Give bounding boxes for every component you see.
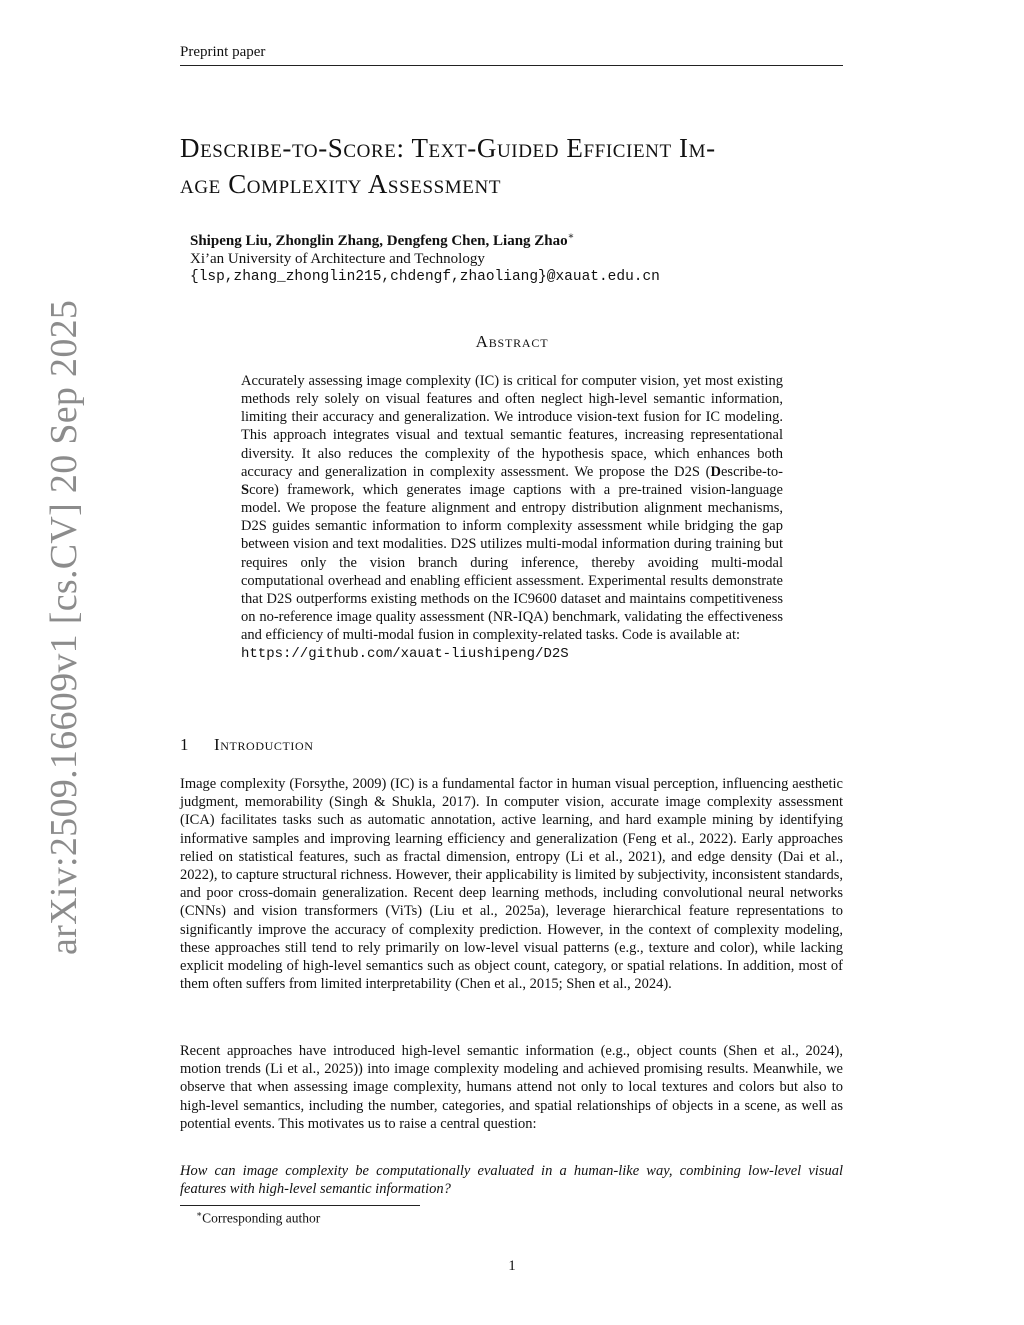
- footnote-mark: ∗: [196, 1209, 203, 1219]
- abstract-heading: Abstract: [475, 332, 549, 351]
- section-title: Introduction: [214, 735, 314, 754]
- title-line-1: Describe-to-Score: Text-Guided Efficient Im-: [180, 133, 716, 163]
- abstract-text-3: core) framework, which generates image captions with a pre-trained vision-language model. We propose the feature alignment and entropy distribution alignment mechanisms, D2S guides semantic information to inform complexity assessment while bridging the gap between vision and text modalities. D2S utilizes multi-modal information during training but requires only the vision branch during inference, thereby avoiding multi-modal computational overhead and enabling efficient assessment. Experimental results demonstrate that D2S outperforms existing methods on the IC9600 dataset and maintains competitiveness on no-reference image quality assessment (NR-IQA) benchmark, validating the effectiveness and efficiency of multi-modal fusion in complexity-related tasks. Code is available at:: [241, 481, 783, 644]
- intro-paragraph-2: Recent approaches have introduced high-level semantic information (e.g., object counts (Shen et al., 2024), motion trends (Li et al., 2025)) into image complexity modeling and achieved promising results. Meanwhile, we observe that when assessing image complexity, humans attend not only to local textures and colors but also to high-level semantics, including the number, categories, and spatial relationships of objects in a scene, as well as potential events. This motivates us to raise a central question:: [180, 1043, 843, 1132]
- abstract-text-2: escribe-to-: [721, 463, 783, 480]
- corresponding-mark: ∗: [567, 231, 575, 242]
- author-emails[interactable]: {lsp,zhang_zhonglin215,chdengf,zhaoliang}@xauat.edu.cn: [190, 269, 660, 285]
- intro-paragraph-1: Image complexity (Forsythe, 2009) (IC) is a fundamental factor in human visual perception, influencing aesthetic judgment, memorability (Singh & Shukla, 2017). In computer vision, accurate image complexity assessment (ICA) facilitates tasks such as automatic annotation, active learning, and hard example mining by identifying informative samples and improving learning efficiency and generalization (Feng et al., 2022). Early approaches relied on statistical features, such as fractal dimension, entropy (Li et al., 2021), and edge density (Dai et al., 2022), to capture structural richness. However, their applicability is limited by subjectivity, inconsistent standards, and poor cross-domain generalization. Recent deep learning methods, including convolutional neural networks (CNNs) and vision transformers (ViTs) (Liu et al., 2025a), leverage hierarchical feature representations to significantly improve the accuracy of complexity prediction. However, in the context of complexity modeling, these approaches still tend to rely primarily on low-level visual patterns (e.g., texture and color), while lacking explicit modeling of high-level semantics such as object count, category, or spatial relations. In addition, most of them often suffers from limited interpretability (Chen et al., 2015; Shen et al., 2024).: [180, 776, 843, 993]
- footnote: [196, 1209, 320, 1227]
- running-header: Preprint paper: [180, 44, 266, 60]
- section-heading-introduction: [180, 735, 314, 755]
- footnote-rule: [180, 1205, 420, 1206]
- section-number: 1: [180, 735, 190, 754]
- abstract-bold-d: D: [710, 463, 721, 480]
- abstract-text-1: Accurately assessing image complexity (IC) is critical for computer vision, yet most existing methods rely solely on visual features and often neglect high-level semantic information, limiting their accuracy and generalization. We introduce vision-text fusion for IC modeling. This approach integrates visual and textual semantic features, increasing representational diversity. It also reduces the complexity of the hypothesis space, which enhances both accuracy and generalization in complexity assessment. We propose the D2S (: [241, 373, 783, 480]
- code-link[interactable]: https://github.com/xauat-liushipeng/D2S: [241, 646, 569, 663]
- research-question: How can image complexity be computationally evaluated in a human-like way, combining low-level visual features with high-level semantic information?: [180, 1163, 843, 1198]
- title-line-2: age Complexity Assessment: [180, 169, 502, 199]
- author-names: [190, 228, 660, 250]
- author-names-text: Shipeng Liu, Zhonglin Zhang, Dengfeng Chen, Liang Zhao: [190, 233, 568, 249]
- footnote-text: Corresponding author: [202, 1210, 321, 1226]
- header-rule: [180, 65, 843, 66]
- abstract-body: [241, 372, 783, 664]
- abstract-bold-s: S: [241, 481, 250, 498]
- page-number: 1: [508, 1258, 516, 1274]
- paper-title: [180, 130, 845, 202]
- author-block: [190, 228, 660, 286]
- affiliation: Xi’an University of Architecture and Technology: [190, 251, 485, 267]
- arxiv-identifier[interactable]: arXiv:2509.16609v1 [cs.CV] 20 Sep 2025: [43, 299, 85, 955]
